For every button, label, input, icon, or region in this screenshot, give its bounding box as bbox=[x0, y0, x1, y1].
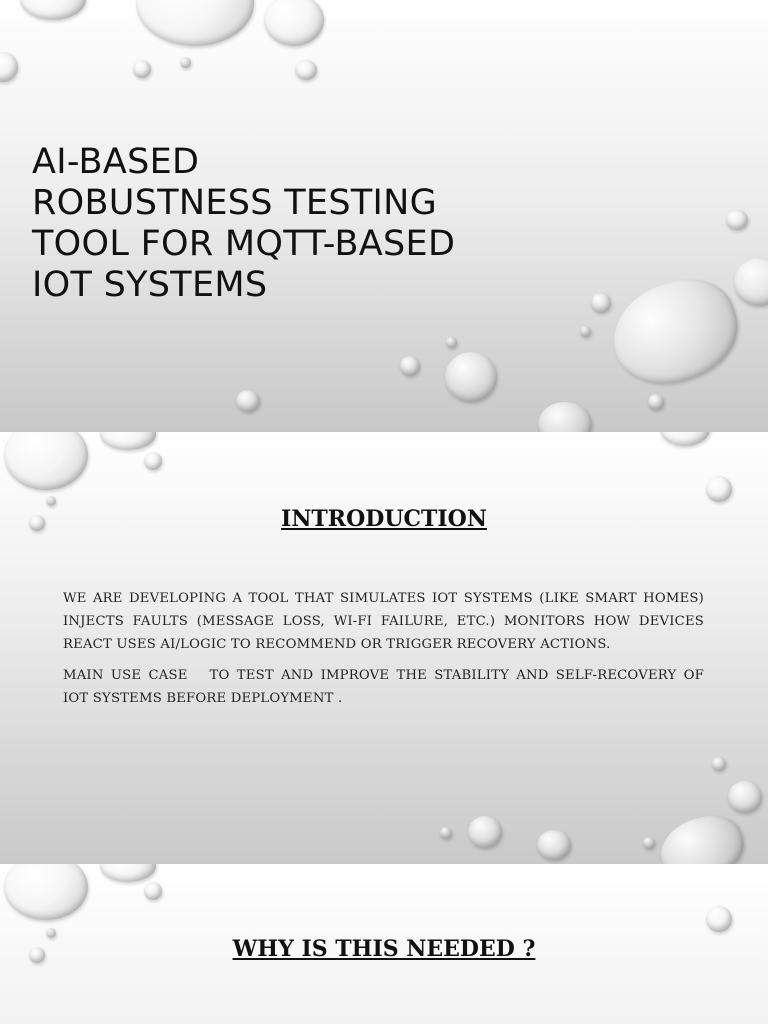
water-drop-icon bbox=[144, 882, 162, 900]
title-line: AI-BASED bbox=[32, 142, 200, 182]
water-drop-icon bbox=[706, 906, 732, 932]
water-drop-icon bbox=[591, 293, 611, 313]
water-drop-icon bbox=[236, 390, 260, 412]
water-drop-icon bbox=[136, 0, 254, 46]
water-drop-icon bbox=[46, 496, 56, 506]
water-drop-icon bbox=[648, 394, 664, 410]
water-drop-icon bbox=[468, 816, 502, 848]
water-drop-icon bbox=[445, 352, 497, 402]
section-heading: INTRODUCTION bbox=[281, 506, 487, 532]
intro-paragraph: WE ARE DEVELOPING A TOOL THAT SIMULATES IOT SYSTEMS (LIKE SMART HOMES) INJECTS FAULTS (MESSAGE LOSS, WI-FI FAILURE, ETC.) MONITORS HOW DEVICES REACT USES AI/LOGIC TO RECOMMEND OR TRIGGER RECOVERY ACTIONS. bbox=[63, 591, 704, 652]
water-drop-icon bbox=[100, 864, 156, 882]
presentation-title bbox=[32, 142, 455, 306]
water-drop-icon bbox=[643, 837, 655, 849]
water-drop-icon bbox=[537, 830, 571, 860]
water-drop-icon bbox=[0, 52, 18, 82]
use-case-label: MAIN USE CASE bbox=[63, 668, 188, 683]
water-drop-icon bbox=[734, 258, 768, 306]
title-line: TOOL FOR MQTT-BASED bbox=[32, 224, 456, 264]
water-drop-icon bbox=[144, 452, 162, 470]
water-drop-icon bbox=[654, 808, 751, 864]
slide-introduction bbox=[0, 432, 768, 864]
water-drop-icon bbox=[538, 402, 592, 432]
water-drop-icon bbox=[100, 432, 156, 450]
water-drop-icon bbox=[133, 60, 151, 78]
water-drop-icon bbox=[440, 827, 452, 839]
slide-title bbox=[0, 0, 768, 432]
title-line: IOT SYSTEMS bbox=[32, 265, 268, 305]
water-drop-icon bbox=[728, 781, 762, 813]
water-drop-icon bbox=[706, 476, 732, 502]
water-drop-icon bbox=[295, 60, 317, 80]
slide-why-needed bbox=[0, 864, 768, 1024]
water-drop-icon bbox=[580, 326, 591, 337]
water-drop-icon bbox=[264, 0, 324, 46]
water-drop-icon bbox=[4, 864, 88, 920]
title-line: ROBUSTNESS TESTING bbox=[32, 183, 438, 223]
water-drop-icon bbox=[712, 757, 726, 771]
water-drop-icon bbox=[660, 432, 710, 446]
use-case-text: TO TEST AND IMPROVE THE STABILITY AND SELF-RECOVERY OF IOT SYSTEMS BEFORE DEPLOYMENT . bbox=[63, 668, 705, 706]
use-case-paragraph bbox=[63, 664, 704, 710]
water-drop-icon bbox=[20, 0, 86, 20]
water-drop-icon bbox=[4, 432, 88, 490]
water-drop-icon bbox=[180, 57, 191, 68]
section-heading: WHY IS THIS NEEDED ? bbox=[232, 936, 536, 962]
water-drop-icon bbox=[726, 210, 748, 230]
water-drop-icon bbox=[400, 356, 420, 376]
water-drop-icon bbox=[446, 337, 457, 348]
water-drop-icon bbox=[600, 266, 750, 398]
